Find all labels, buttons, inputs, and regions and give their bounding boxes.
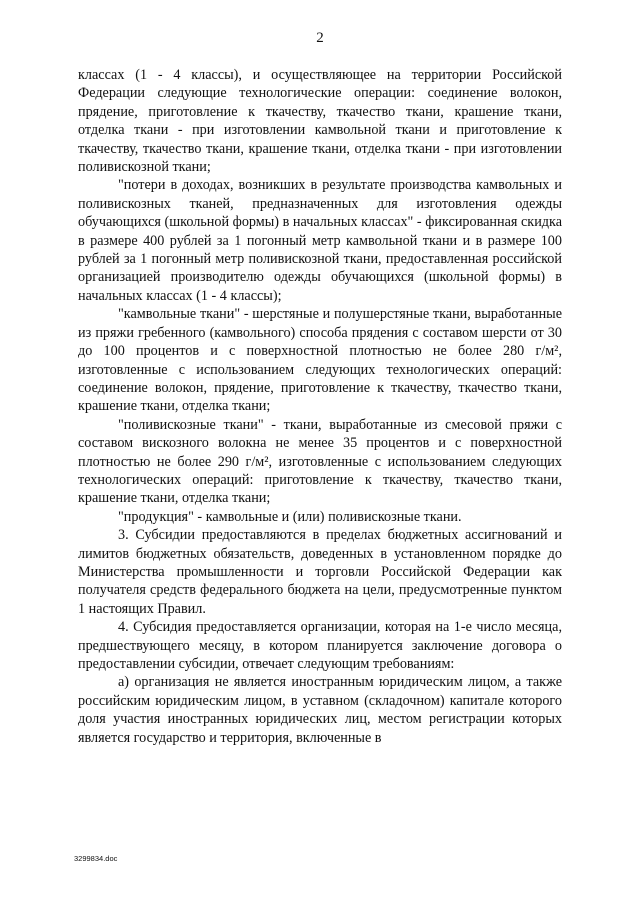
paragraph-definition-viscose-fabrics: "поливискозные ткани" - ткани, выработанные из смесовой пряжи с составом вискозного волокна не менее 35 процентов и с поверхностной плотностью не более 290 г/м², изготовленные с использованием следующих технологических операций: приготовление к ткачеству, ткачество ткани, крашение ткани, отделка ткани; (78, 416, 562, 507)
paragraph-clause-3: 3. Субсидии предоставляются в пределах бюджетных ассигнований и лимитов бюджетных обязательств, доведенных в установленном порядке до Министерства промышленности и торговли Российской Федерации как получателя средств федерального бюджета на цели, предусмотренные пунктом 1 настоящих Правил. (78, 527, 562, 617)
paragraph-clause-4: 4. Субсидия предоставляется организации, которая на 1-е число месяца, предшествующего месяцу, в котором планируется заключение договора о предоставлении субсидии, отвечает следующим требованиям: (78, 619, 562, 672)
paragraph-definition-worsted-fabrics: "камвольные ткани" - шерстяные и полушерстяные ткани, выработанные из пряжи гребенного (камвольного) способа прядения с составом шерсти от 30 до 100 процентов и с поверхностной плотностью не более 280 г/м², изготовленные с использованием следующих технологических операций: соединение волокон, прядение, приготовление к ткачеству, ткачество ткани, крашение ткани, отделка ткани; (78, 306, 562, 415)
paragraph-definition-income-losses: "потери в доходах, возникших в результате производства камвольных и поливискозных тканей, предназначенных для изготовления одежды обучающихся (школьной формы) в начальных классах" - фиксированная скидка в размере 400 рублей за 1 погонный метр камвольной ткани и в размере 100 рублей за 1 погонный метр поливискозной ткани, предоставленная российской организацией производителю одежды обучающихся (школьной формы) в начальных классах (1 - 4 классы); (78, 177, 562, 304)
paragraph-definition-products: "продукция" - камвольные и (или) поливискозные ткани. (118, 508, 462, 525)
paragraph-continuation: классах (1 - 4 классы), и осуществляющее на территории Российской Федерации следующие технологические операции: соединение волокон, прядение, приготовление к ткачеству, ткачество ткани, крашение ткани, отделка ткани - при изготовлении камвольной ткани и приготовление к ткачеству, ткачество ткани, крашение ткани, отделка ткани - при изготовлении поливискозной ткани; (78, 67, 562, 176)
page-number: 2 (316, 30, 324, 46)
footer-filename: 3299834.doc (74, 854, 118, 863)
document-body (78, 66, 562, 747)
paragraph-clause-4a: а) организация не является иностранным юридическим лицом, а также российским юридическим лицом, в уставном (складочном) капитале которого доля участия иностранных юридических лиц, местом регистрации которых является государство и территория, включенные в (78, 674, 562, 746)
